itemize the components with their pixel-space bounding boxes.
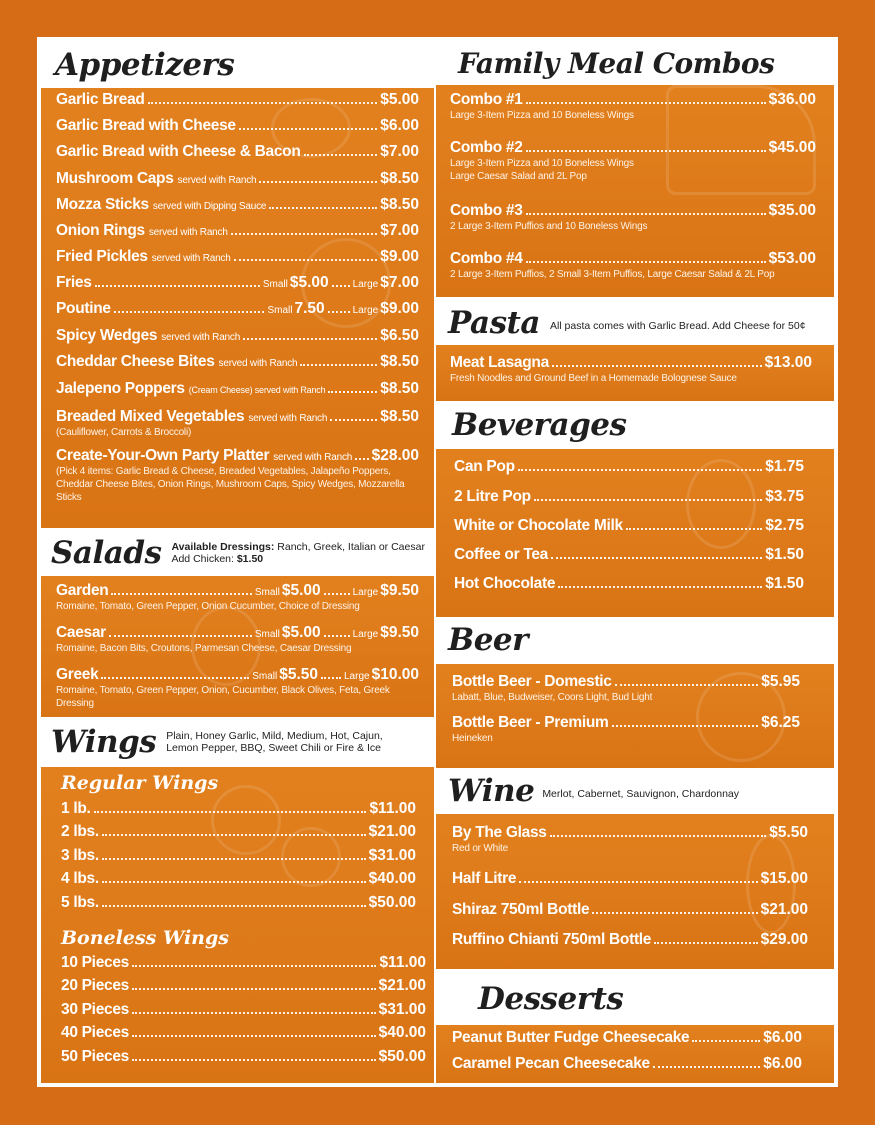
- leader-dots: [102, 834, 366, 836]
- item-note: served with Ranch: [161, 332, 241, 343]
- menu-item: [56, 91, 419, 109]
- leader-dots: [626, 528, 762, 530]
- leader-dots: [102, 905, 366, 907]
- wings-panel: [41, 767, 434, 1083]
- combo-item: [450, 202, 816, 233]
- item-name: Garlic Bread: [56, 91, 145, 108]
- item-price: $40.00: [378, 1024, 426, 1041]
- leader-dots: [526, 261, 766, 263]
- item-price: $6.00: [380, 117, 419, 134]
- wine-title: Wine: [448, 773, 535, 809]
- item-price: $8.50: [380, 380, 419, 397]
- item-name: 10 Pieces: [61, 954, 129, 971]
- item-price: $21.00: [760, 901, 808, 918]
- item-note: served with Dipping Sauce: [152, 201, 267, 212]
- item-name: Shiraz 750ml Bottle: [452, 901, 590, 918]
- large-price: $10.00: [371, 666, 419, 683]
- leader-dots: [243, 338, 377, 340]
- item-price: $6.50: [380, 327, 419, 344]
- salads-title: Salads: [51, 535, 162, 571]
- item-price: $50.00: [368, 894, 416, 911]
- wings-flavours: [166, 730, 383, 754]
- menu-item: [452, 1055, 802, 1073]
- item-price: $5.50: [769, 824, 808, 841]
- item-price: $11.00: [369, 800, 416, 817]
- item-price: $50.00: [378, 1048, 426, 1065]
- leader-dots: [552, 365, 762, 367]
- item-price: $1.50: [765, 546, 804, 563]
- beverages-title: Beverages: [452, 407, 627, 443]
- item-name: By The Glass: [452, 824, 547, 841]
- menu-item: [56, 624, 419, 655]
- regular-wings-title: Regular Wings: [61, 772, 219, 794]
- item-price: $40.00: [368, 870, 416, 887]
- item-note: (Cream Cheese) served with Ranch: [188, 385, 326, 395]
- leader-dots: [94, 811, 367, 813]
- salads-panel: [41, 576, 434, 717]
- item-name: 4 lbs.: [61, 870, 99, 887]
- item-description: Red or White: [452, 843, 508, 854]
- item-description: Fresh Noodles and Ground Beef in a Homemade Bolognese Sauce: [450, 373, 737, 384]
- item-price: $11.00: [379, 954, 426, 971]
- item-name: White or Chocolate Milk: [454, 517, 623, 534]
- menu-item: [56, 666, 419, 710]
- flavours-line: Lemon Pepper, BBQ, Sweet Chili or Fire & Ice: [166, 742, 381, 754]
- small-label: Small: [254, 587, 280, 598]
- item-note: served with Ranch: [177, 175, 257, 186]
- leader-dots: [526, 213, 766, 215]
- item-description: Heineken: [452, 733, 493, 744]
- item-price: $7.00: [380, 222, 419, 239]
- large-label: Large: [344, 671, 370, 682]
- large-price: $9.50: [380, 582, 419, 599]
- leader-dots: [239, 128, 377, 130]
- item-name: Garlic Bread with Cheese & Bacon: [56, 143, 301, 160]
- chicken-label: Add Chicken:: [171, 553, 234, 565]
- menu-item: [61, 1048, 426, 1066]
- item-name: 3 lbs.: [61, 847, 99, 864]
- item-note: served with Ranch: [151, 253, 231, 264]
- menu-item: [56, 327, 419, 345]
- item-price: $29.00: [760, 931, 808, 948]
- leader-dots: [102, 881, 366, 883]
- leader-dots: [231, 233, 377, 235]
- boneless-wings-title: Boneless Wings: [61, 927, 229, 949]
- item-name: Jalepeno Poppers: [56, 380, 185, 397]
- item-name: Fries: [56, 274, 92, 291]
- item-price: $3.75: [765, 488, 804, 505]
- small-label: Small: [262, 279, 288, 290]
- leader-dots: [592, 912, 757, 914]
- beer-panel: [436, 664, 834, 768]
- item-price: $6.25: [761, 714, 800, 731]
- small-label: Small: [254, 629, 280, 640]
- leader-dots: [550, 835, 767, 837]
- leader-dots: [526, 150, 766, 152]
- appetizers-title: Appetizers: [55, 47, 235, 83]
- menu-item: [452, 901, 808, 919]
- leader-dots: [321, 677, 341, 679]
- leader-dots: [615, 684, 759, 686]
- item-note: served with Ranch: [273, 452, 353, 463]
- beverages-header: [452, 403, 626, 447]
- leader-dots: [534, 499, 762, 501]
- wings-title: Wings: [51, 724, 157, 760]
- item-price: $35.00: [768, 202, 816, 219]
- leader-dots: [653, 1066, 760, 1068]
- pasta-title: Pasta: [448, 305, 540, 341]
- item-price: $6.00: [763, 1055, 802, 1072]
- menu-item: [56, 143, 419, 161]
- small-price: $5.00: [281, 582, 321, 599]
- item-name: Fried Pickles: [56, 248, 148, 265]
- flavours-line: Plain, Honey Garlic, Mild, Medium, Hot, Cajun,: [166, 729, 383, 742]
- menu-item: [56, 408, 419, 439]
- item-name: Mozza Sticks: [56, 196, 149, 213]
- leader-dots: [328, 311, 350, 313]
- item-description: (Pick 4 items: Garlic Bread & Cheese, Breaded Vegetables, Jalapeño Poppers,: [56, 466, 391, 477]
- wine-header: [448, 771, 739, 811]
- menu-item: [61, 847, 416, 865]
- menu-item: [56, 248, 419, 266]
- leader-dots: [132, 1035, 376, 1037]
- item-name: 2 Litre Pop: [454, 488, 531, 505]
- pasta-panel: [436, 345, 834, 401]
- menu-item: [56, 353, 419, 371]
- large-label: Large: [352, 587, 379, 598]
- item-price: $28.00: [371, 447, 419, 464]
- menu-item: [454, 458, 804, 476]
- mushroom-decoration: [211, 785, 281, 855]
- leader-dots: [95, 285, 260, 287]
- item-description: Large 3-Item Pizza and 10 Boneless Wings: [450, 110, 634, 121]
- menu-item: [454, 575, 804, 593]
- item-price: $5.00: [380, 91, 419, 108]
- item-description: Large Caesar Salad and 2L Pop: [450, 171, 587, 182]
- pasta-note: All pasta comes with Garlic Bread. Add Cheese for 50¢: [549, 319, 806, 332]
- item-price: $13.00: [764, 354, 812, 371]
- menu-item: [56, 274, 419, 292]
- item-description: Large 3-Item Pizza and 10 Boneless Wings: [450, 158, 634, 169]
- combos-panel: [436, 85, 834, 297]
- item-name: Greek: [56, 666, 99, 683]
- leader-dots: [304, 154, 378, 156]
- item-note: served with Ranch: [218, 358, 298, 369]
- leader-dots: [324, 635, 350, 637]
- menu-item: [61, 1001, 426, 1019]
- item-note: served with Ranch: [248, 413, 328, 424]
- leader-dots: [269, 207, 377, 209]
- item-description: Labatt, Blue, Budweiser, Coors Light, Bud Light: [452, 692, 653, 703]
- menu-frame: [37, 37, 838, 1087]
- desserts-header: [478, 977, 623, 1021]
- leader-dots: [355, 458, 368, 460]
- pasta-header: [448, 303, 806, 343]
- leader-dots: [332, 285, 350, 287]
- menu-item: [61, 1024, 426, 1042]
- menu-item: [454, 517, 804, 535]
- salads-note: [171, 541, 424, 565]
- item-name: Mushroom Caps: [56, 170, 174, 187]
- leader-dots: [324, 593, 350, 595]
- wine-note: Merlot, Cabernet, Sauvignon, Chardonnay: [542, 787, 740, 800]
- menu-item: [450, 354, 812, 385]
- menu-item: [56, 117, 419, 135]
- item-description: 2 Large 3-Item Puffios and 10 Boneless Wings: [450, 221, 648, 232]
- leader-dots: [234, 259, 378, 261]
- menu-item: [61, 870, 416, 888]
- combo-item: [450, 91, 816, 122]
- item-description: 2 Large 3-Item Puffios, 2 Small 3-Item Puffios, Large Caesar Salad & 2L Pop: [450, 269, 775, 280]
- item-name: Can Pop: [454, 458, 515, 475]
- menu-item: [452, 673, 800, 704]
- item-description: Romaine, Bacon Bits, Croutons, Parmesan Cheese, Caesar Dressing: [56, 643, 352, 654]
- large-label: Large: [352, 305, 379, 316]
- menu-item: [56, 300, 419, 318]
- item-name: Poutine: [56, 300, 111, 317]
- item-name: Caesar: [56, 624, 106, 641]
- leader-dots: [114, 311, 265, 313]
- item-description: Cheddar Cheese Bites, Onion Rings, Mushroom Caps, Spicy Wedges, Mozzarella Sticks: [56, 479, 405, 503]
- combo-item: [450, 250, 816, 281]
- item-name: Combo #2: [450, 139, 523, 156]
- chicken-price: $1.50: [236, 553, 264, 565]
- item-name: Breaded Mixed Vegetables: [56, 408, 245, 425]
- large-price: $7.00: [380, 274, 419, 291]
- menu-item: [454, 546, 804, 564]
- menu-item: [56, 196, 419, 214]
- desserts-panel: [436, 1025, 834, 1083]
- item-price: $2.75: [765, 517, 804, 534]
- leader-dots: [328, 391, 377, 393]
- item-price: $8.50: [380, 408, 419, 425]
- menu-item: [452, 931, 808, 949]
- item-price: $1.75: [765, 458, 804, 475]
- menu-item: [452, 714, 800, 745]
- item-price: $21.00: [378, 977, 426, 994]
- leader-dots: [519, 881, 757, 883]
- item-name: Coffee or Tea: [454, 546, 548, 563]
- item-name: 5 lbs.: [61, 894, 99, 911]
- item-name: 2 lbs.: [61, 823, 99, 840]
- item-name: Create-Your-Own Party Platter: [56, 447, 270, 464]
- item-price: $1.50: [765, 575, 804, 592]
- item-name: Garden: [56, 582, 109, 599]
- menu-item: [61, 977, 426, 995]
- leader-dots: [300, 364, 377, 366]
- item-price: $5.95: [761, 673, 800, 690]
- menu-item: [56, 447, 419, 504]
- item-name: Combo #3: [450, 202, 523, 219]
- menu-item: [61, 823, 416, 841]
- item-description: (Cauliflower, Carrots & Broccoli): [56, 427, 192, 438]
- small-label: Small: [267, 305, 293, 316]
- leader-dots: [101, 677, 249, 679]
- combos-title: Family Meal Combos: [458, 46, 775, 80]
- small-price: $5.50: [279, 666, 318, 683]
- item-price: $21.00: [368, 823, 416, 840]
- item-price: $7.00: [380, 143, 419, 160]
- small-price: $5.00: [281, 624, 321, 641]
- leader-dots: [148, 102, 378, 104]
- appetizers-panel: [41, 88, 434, 528]
- large-price: $9.50: [380, 624, 419, 641]
- leader-dots: [692, 1040, 760, 1042]
- item-name: Meat Lasagna: [450, 354, 549, 371]
- item-description: Romaine, Tomato, Green Pepper, Onion, Cucumber, Black Olives, Feta, Greek Dressing: [56, 685, 390, 709]
- small-price: 7.50: [294, 300, 325, 317]
- item-name: 50 Pieces: [61, 1048, 129, 1065]
- leader-dots: [558, 586, 762, 588]
- leader-dots: [259, 181, 377, 183]
- menu-item: [56, 222, 419, 240]
- item-price: $8.50: [380, 353, 419, 370]
- combo-item: [450, 139, 816, 183]
- item-name: 20 Pieces: [61, 977, 129, 994]
- menu-item: [61, 894, 416, 912]
- salads-header: [51, 533, 425, 573]
- item-description: Romaine, Tomato, Green Pepper, Onion Cucumber, Choice of Dressing: [56, 601, 360, 612]
- large-label: Large: [352, 279, 379, 290]
- item-note: served with Ranch: [148, 227, 228, 238]
- leader-dots: [132, 988, 376, 990]
- item-name: Cheddar Cheese Bites: [56, 353, 215, 370]
- item-name: Bottle Beer - Premium: [452, 714, 609, 731]
- item-name: Peanut Butter Fudge Cheesecake: [452, 1029, 690, 1046]
- item-name: 30 Pieces: [61, 1001, 129, 1018]
- combos-header: [458, 43, 774, 83]
- item-name: Half Litre: [452, 870, 517, 887]
- leader-dots: [551, 557, 762, 559]
- menu-item: [454, 488, 804, 506]
- menu-item: [452, 870, 808, 888]
- leader-dots: [109, 635, 252, 637]
- item-name: Onion Rings: [56, 222, 145, 239]
- item-name: Caramel Pecan Cheesecake: [452, 1055, 650, 1072]
- small-price: $5.00: [289, 274, 329, 291]
- leader-dots: [111, 593, 251, 595]
- leader-dots: [102, 858, 366, 860]
- item-name: Combo #4: [450, 250, 523, 267]
- item-price: $8.50: [380, 170, 419, 187]
- beer-header: [448, 619, 528, 661]
- item-name: 1 lb.: [61, 800, 91, 817]
- menu-item: [61, 800, 416, 818]
- beverages-panel: [436, 449, 834, 617]
- menu-item: [56, 582, 419, 613]
- large-price: $9.00: [380, 300, 419, 317]
- leader-dots: [132, 1059, 376, 1061]
- menu-item: [56, 170, 419, 188]
- wine-panel: [436, 814, 834, 969]
- wings-header: [51, 720, 383, 764]
- leader-dots: [654, 942, 757, 944]
- leader-dots: [330, 419, 377, 421]
- item-name: Combo #1: [450, 91, 523, 108]
- menu-item: [452, 1029, 802, 1047]
- menu-item: [56, 380, 419, 398]
- item-name: Hot Chocolate: [454, 575, 556, 592]
- item-name: 40 Pieces: [61, 1024, 129, 1041]
- dressings-list: Ranch, Greek, Italian or Caesar: [277, 540, 425, 553]
- item-price: $31.00: [378, 1001, 426, 1018]
- leader-dots: [518, 469, 762, 471]
- menu-item: [61, 954, 426, 972]
- leader-dots: [612, 725, 759, 727]
- item-price: $15.00: [760, 870, 808, 887]
- item-price: $6.00: [763, 1029, 802, 1046]
- item-price: $36.00: [768, 91, 816, 108]
- item-price: $8.50: [380, 196, 419, 213]
- dressings-label: Available Dressings:: [171, 540, 275, 553]
- item-name: Bottle Beer - Domestic: [452, 673, 612, 690]
- item-price: $9.00: [380, 248, 419, 265]
- item-price: $45.00: [768, 139, 816, 156]
- beer-title: Beer: [448, 622, 528, 658]
- small-label: Small: [252, 671, 278, 682]
- item-name: Spicy Wedges: [56, 327, 158, 344]
- item-price: $53.00: [768, 250, 816, 267]
- appetizers-header: [55, 43, 234, 87]
- item-price: $31.00: [368, 847, 416, 864]
- menu-item: [452, 824, 808, 855]
- item-name: Ruffino Chianti 750ml Bottle: [452, 931, 652, 948]
- leader-dots: [132, 965, 376, 967]
- large-label: Large: [352, 629, 379, 640]
- leader-dots: [526, 102, 766, 104]
- leader-dots: [132, 1012, 376, 1014]
- desserts-title: Desserts: [478, 981, 624, 1017]
- item-name: Garlic Bread with Cheese: [56, 117, 236, 134]
